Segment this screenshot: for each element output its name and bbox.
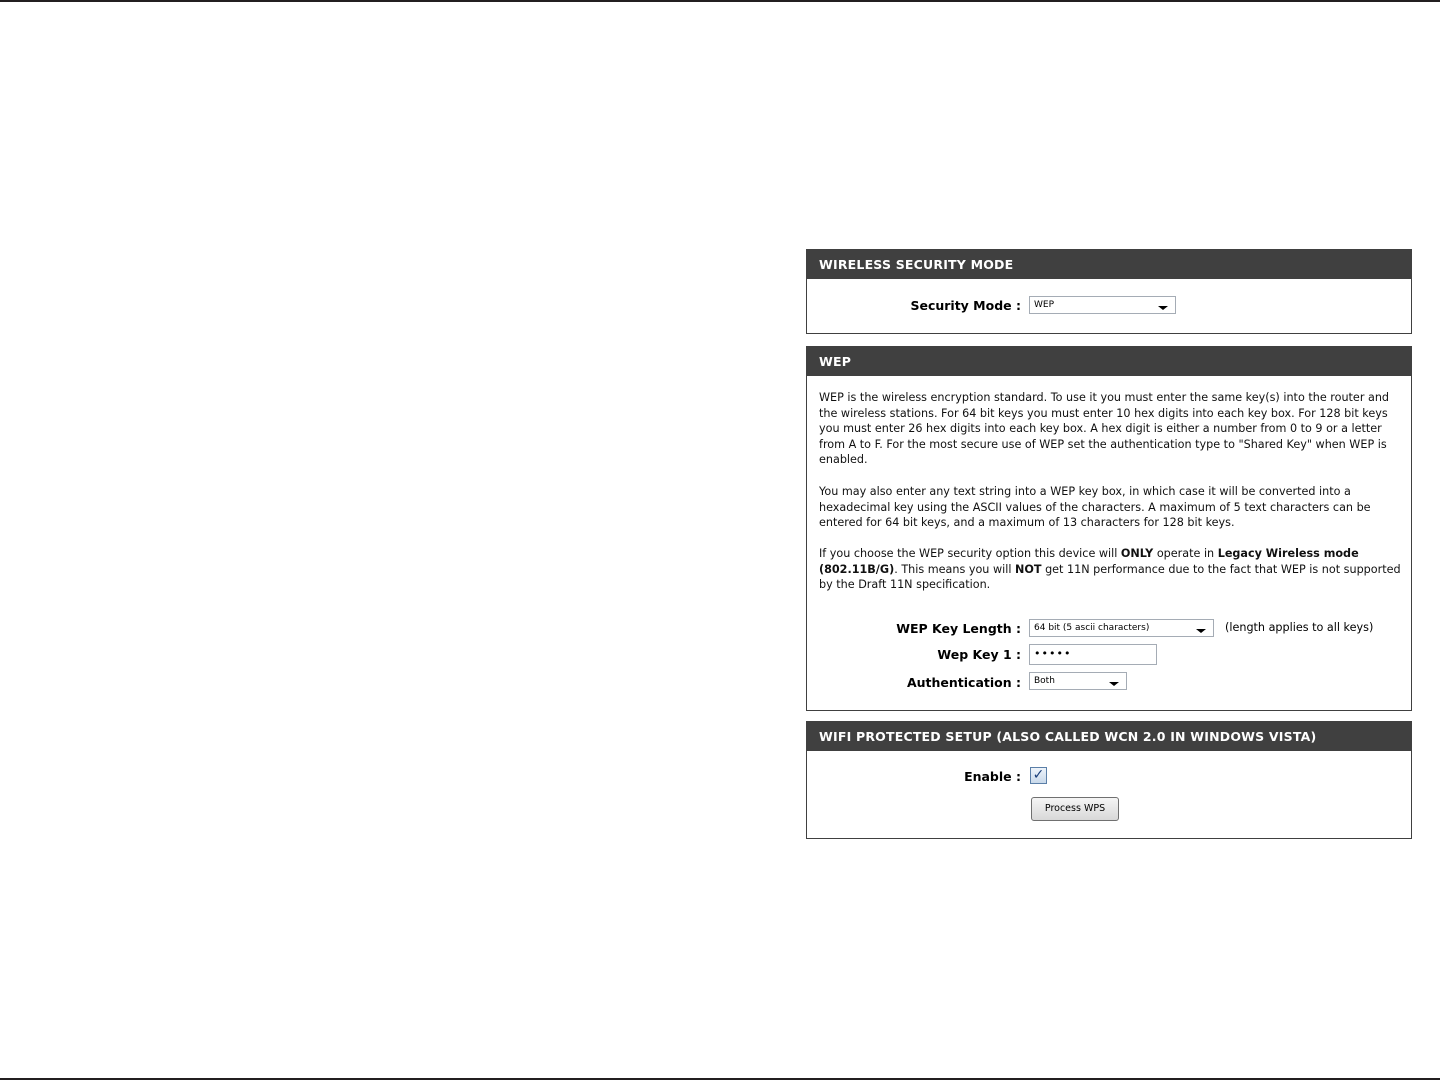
wep-key-1-label: Wep Key 1 : [937,647,1021,662]
wireless-security-mode-panel [806,249,1412,334]
bottom-rule [0,1078,1440,1080]
wifi-protected-setup-panel [806,721,1412,839]
security-mode-label: Security Mode : [910,298,1021,313]
wep-description [819,390,1404,468]
chevron-down-icon [1196,629,1206,633]
key-length-note: (length applies to all keys) [1225,621,1374,634]
authentication-select[interactable] [1029,672,1127,690]
wep-paragraph-3: If you choose the WEP security option this device will ONLY operate in Legacy Wireless mode (802.11B/G). This means you will NOT get 11N performance due to the fact that WEP is not supported by the Draft 11N specification. [819,547,1401,591]
security-mode-select[interactable] [1029,296,1176,314]
authentication-value: Both [1034,676,1055,686]
wep-paragraph-2: You may also enter any text string into a WEP key box, in which case it will be converted into a hexadecimal key using the ASCII values of the characters. A maximum of 5 text characters can be entered for 64 bit keys, and a maximum of 13 characters for 128 bit keys. [819,485,1371,529]
wep-header: WEP [807,347,1411,376]
wep-description-ascii [819,484,1404,531]
wep-panel [806,346,1412,711]
wep-paragraph-1: WEP is the wireless encryption standard. To use it you must enter the same key(s) into the router and the wireless stations. For 64 bit keys you must enter 10 hex digits into each key box. For 128 bit keys you must enter 26 hex digits into each key box. A hex digit is either a number from 0 to 9 or a letter from A to F. For the most secure use of WEP set the authentication type to "Shared Key" when WEP is enabled. [819,391,1390,466]
wireless-security-mode-header: WIRELESS SECURITY MODE [807,250,1411,279]
wps-header: WIFI PROTECTED SETUP (ALSO CALLED WCN 2.0 IN WINDOWS VISTA) [807,722,1411,751]
wep-key-length-value: 64 bit (5 ascii characters) [1034,623,1150,633]
wep-key-1-input[interactable]: ••••• [1029,644,1157,665]
wep-key-length-select[interactable] [1029,619,1214,637]
wep-key-length-label: WEP Key Length : [896,621,1021,636]
top-rule [0,0,1440,2]
authentication-label: Authentication : [906,675,1021,690]
process-wps-button[interactable]: Process WPS [1031,797,1119,821]
chevron-down-icon [1158,306,1168,310]
security-mode-value: WEP [1034,300,1055,310]
wps-enable-checkbox[interactable]: ✓ [1030,767,1047,784]
wep-legacy-warning [819,546,1404,593]
chevron-down-icon [1109,682,1119,686]
wps-enable-label: Enable : [964,769,1021,784]
